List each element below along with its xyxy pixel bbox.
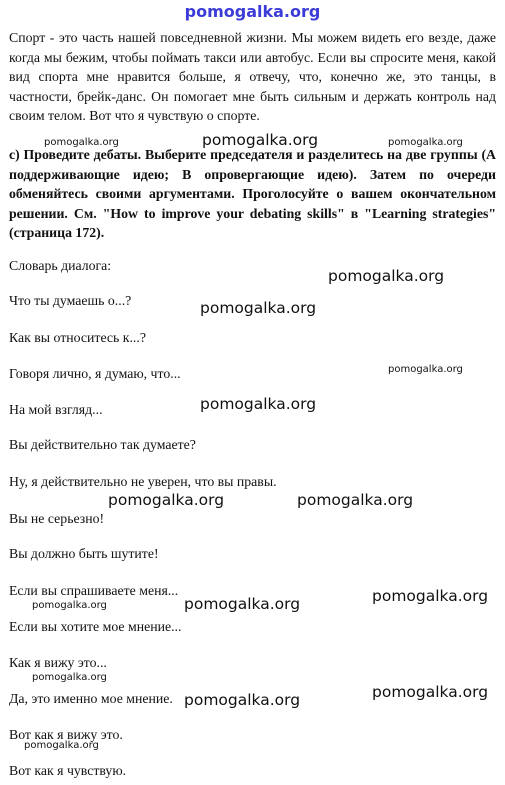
phrase-item: На мой взгляд... [9, 402, 103, 417]
phrase-item: Говоря лично, я думаю, что... [9, 366, 181, 381]
phrase-item: Как я вижу это... [9, 655, 107, 670]
watermark-text: pomogalka.org [200, 299, 317, 317]
watermark-text: pomogalka.org [328, 267, 445, 285]
watermark-text: pomogalka.org [202, 131, 319, 149]
watermark-text: pomogalka.org [108, 491, 225, 509]
phrase-item: Что ты думаешь о...? [9, 293, 132, 308]
task-paragraph: c) Проведите дебаты. Выберите председателя и разделитесь на две группы (А поддерживающие идею; В опровергающие идею). Затем по очереди обменяйтесь своими аргументами. Проголосуйте о вашем окончательном решении. См. "How to improve your debating skills" в "Learning strategies" (страница 172). [9, 147, 496, 240]
vocabulary-title: Словарь диалога: [9, 258, 112, 273]
watermark-text: pomogalka.org [184, 691, 301, 709]
phrase-item: Если вы хотите мое мнение... [9, 619, 182, 634]
watermark-text: pomogalka.org [32, 672, 107, 683]
watermark-text: pomogalka.org [297, 491, 414, 509]
phrase-item: Вы действительно так думаете? [9, 437, 196, 452]
watermark-text: pomogalka.org [372, 587, 489, 605]
watermark-text: pomogalka.org [32, 600, 107, 611]
phrase-item: Да, это именно мое мнение. [9, 691, 173, 706]
watermark-text: pomogalka.org [388, 364, 463, 375]
phrase-item: Как вы относитесь к...? [9, 330, 146, 345]
watermark-text: pomogalka.org [388, 137, 463, 148]
phrase-item: Ну, я действительно не уверен, что вы правы. [9, 474, 277, 489]
watermark-text: pomogalka.org [200, 395, 317, 413]
phrase-item: Вы должно быть шутите! [9, 546, 159, 561]
intro-paragraph: Спорт - это часть нашей повседневной жизни. Мы можем видеть его везде, даже когда мы бежим, чтобы поймать такси или автобус. Если вы спросите меня, какой вид спорта мне нравится больше, я отвечу, что, конечно же, это танцы, в частности, брейк-данс. Он помогает мне быть сильным и держать контроль над своим телом. Вот что я чувствую о спорте. [9, 30, 496, 123]
header-watermark: pomogalka.org [184, 2, 321, 21]
phrase-item: Если вы спрашиваете меня... [9, 583, 179, 598]
phrase-item: Вот как я чувствую. [9, 763, 127, 778]
watermark-text: pomogalka.org [24, 740, 99, 751]
watermark-text: pomogalka.org [184, 595, 301, 613]
watermark-text: pomogalka.org [372, 683, 489, 701]
phrase-item: Вот как я вижу это. [9, 727, 123, 742]
watermark-text: pomogalka.org [44, 137, 119, 148]
phrase-item: Вы не серьезно! [9, 511, 105, 526]
